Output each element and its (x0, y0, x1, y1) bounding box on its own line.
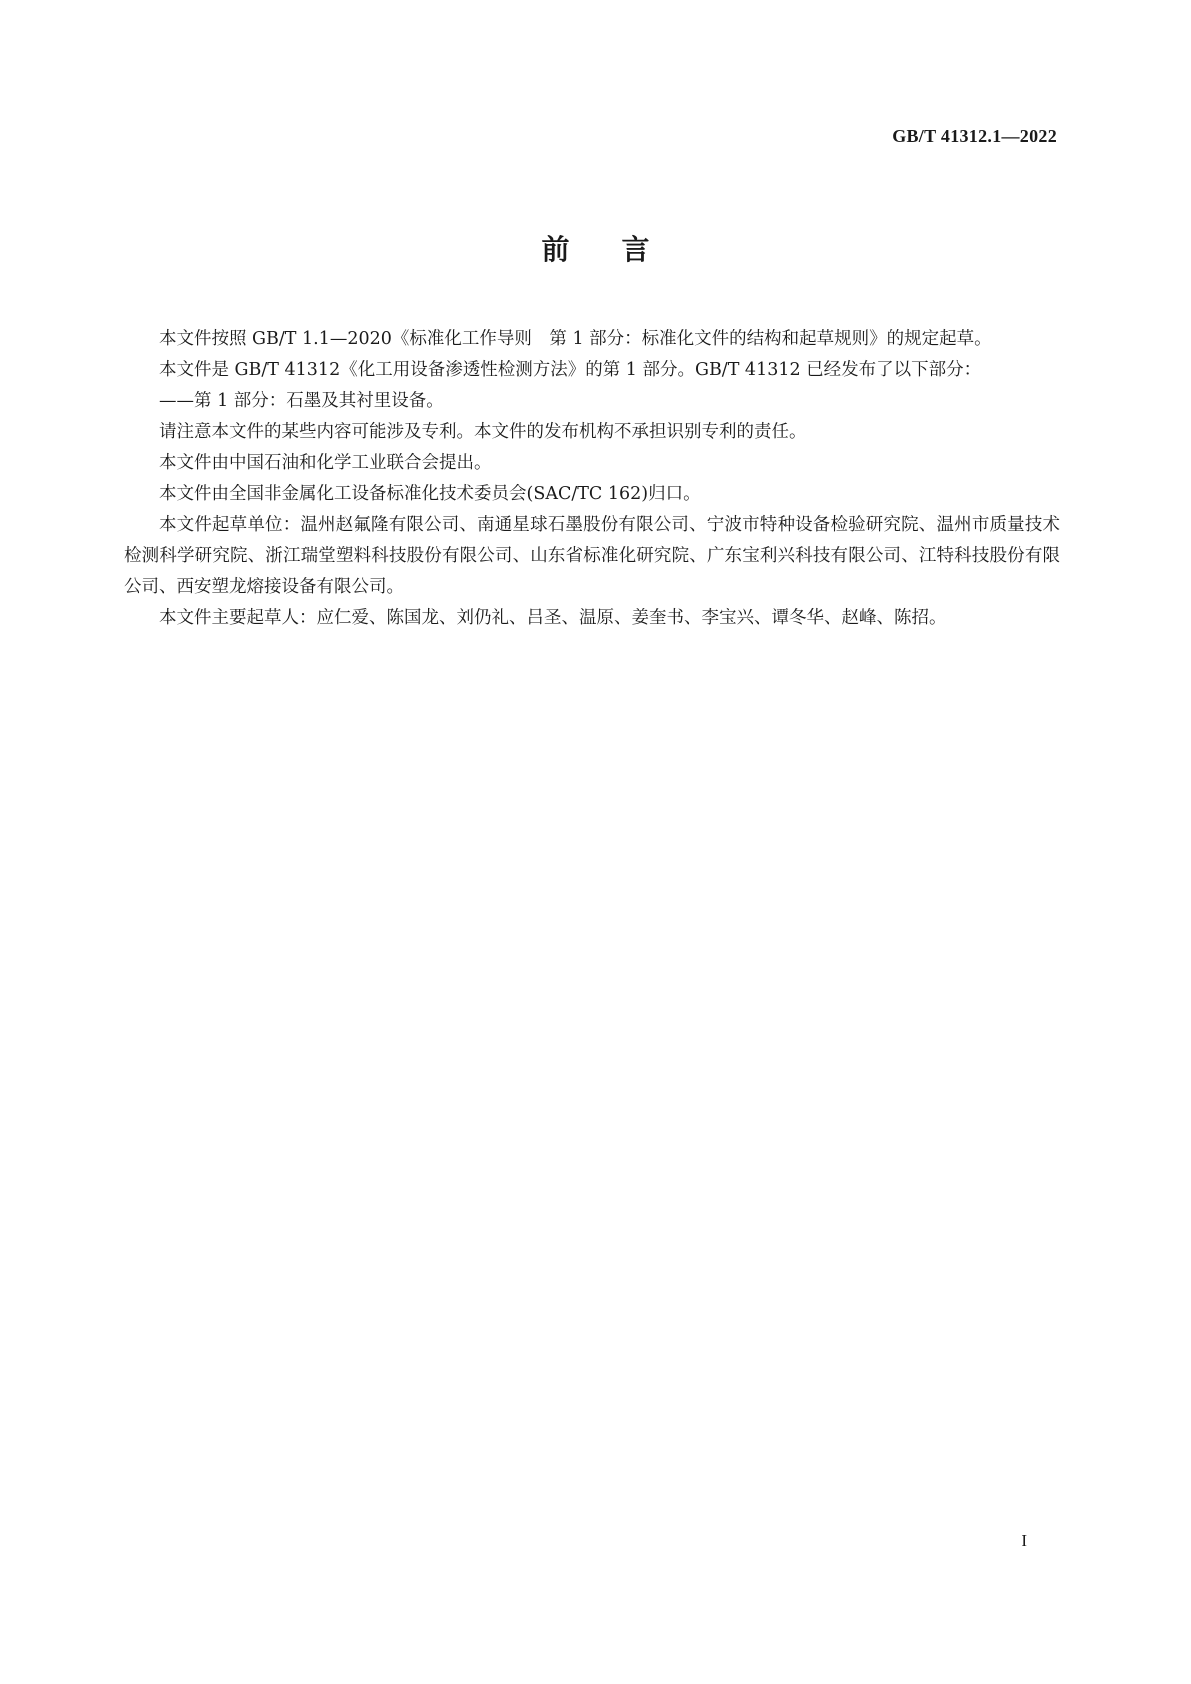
paragraph-part-list-item: ——第 1 部分：石墨及其衬里设备。 (159, 391, 444, 411)
paragraph-committee: 本文件由全国非金属化工设备标准化技术委员会(SAC/TC 162)归口。 (159, 484, 701, 504)
paragraph-patent-notice: 请注意本文件的某些内容可能涉及专利。本文件的发布机构不承担识别专利的责任。 (159, 422, 807, 442)
paragraph-proposer: 本文件由中国石油和化学工业联合会提出。 (159, 453, 492, 473)
paragraph-drafting-units: 本文件起草单位：温州赵氟隆有限公司、南通星球石墨股份有限公司、宁波市特种设备检验研究院、温州市质量技术检测科学研究院、浙江瑞堂塑料科技股份有限公司、山东省标准化研究院、广东宝利兴科技有限公司、江特科技股份有限公司、西安塑龙熔接设备有限公司。 (124, 515, 1060, 597)
foreword-body (124, 324, 1060, 634)
standard-code: GB/T 41312.1—2022 (892, 126, 1057, 146)
page-number: I (1021, 1531, 1027, 1550)
paragraph-drafters: 本文件主要起草人：应仁爱、陈国龙、刘仍礼、吕圣、温原、姜奎书、李宝兴、谭冬华、赵峰、陈招。 (159, 608, 947, 628)
paragraph-drafting-rules: 本文件按照 GB/T 1.1—2020《标准化工作导则 第 1 部分：标准化文件的结构和起草规则》的规定起草。 (159, 329, 992, 349)
page-title: 前言 (541, 233, 702, 266)
paragraph-series-info: 本文件是 GB/T 41312《化工用设备渗透性检测方法》的第 1 部分。GB/T 41312 已经发布了以下部分： (159, 360, 982, 380)
